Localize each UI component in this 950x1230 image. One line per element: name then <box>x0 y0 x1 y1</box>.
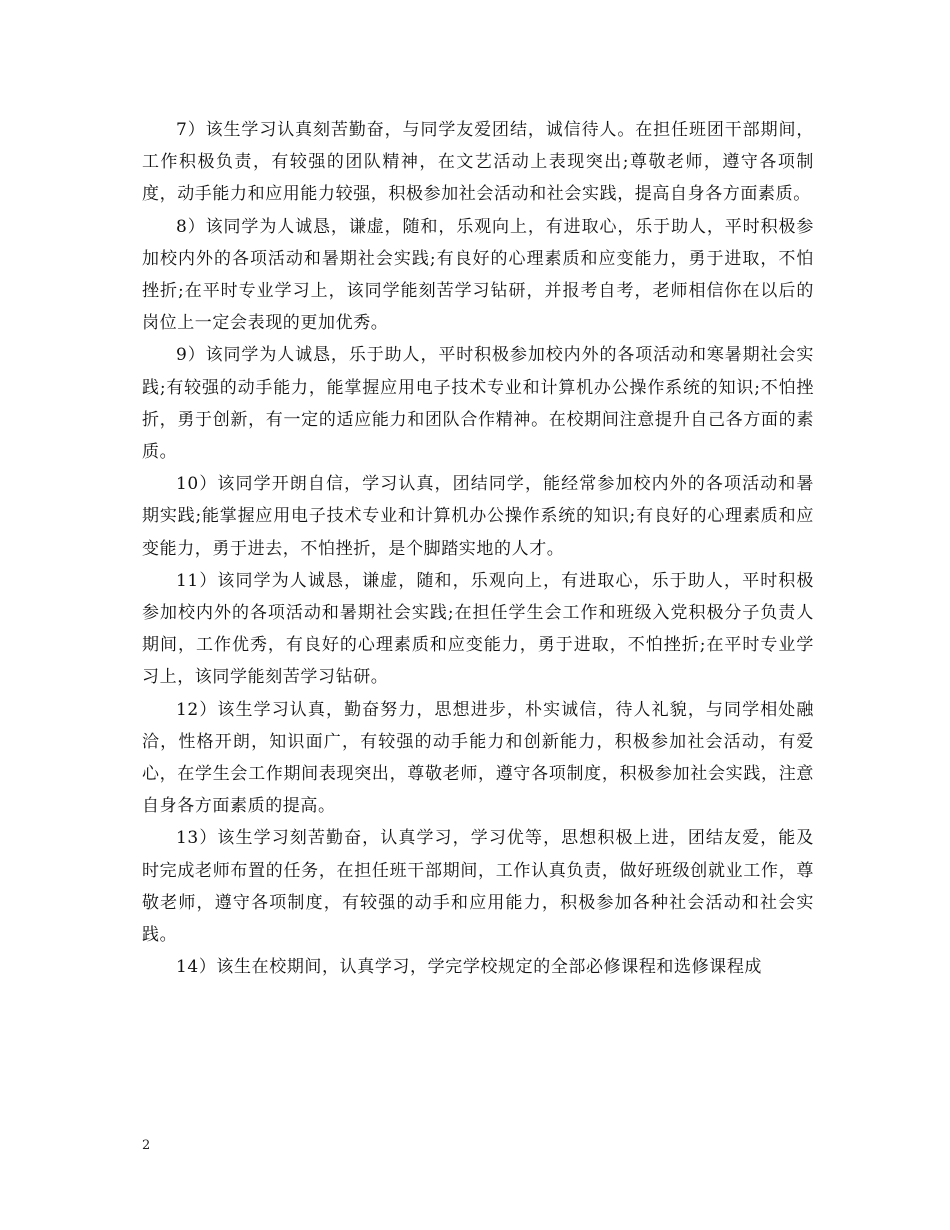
paragraph-7: 7）该生学习认真刻苦勤奋，与同学友爱团结，诚信待人。在担任班团干部期间，工作积极负责，有较强的团队精神，在文艺活动上表现突出;尊敬老师，遵守各项制度，动手能力和应用能力较强，积极参加社会活动和社会实践，提高自身各方面素质。 <box>142 120 814 205</box>
paragraph-9: 9）该同学为人诚恳，乐于助人，平时积极参加校内外的各项活动和寒暑期社会实践;有较强的动手能力，能掌握应用电子技术专业和计算机办公操作系统的知识;不怕挫折，勇于创新，有一定的适应能力和团队合作精神。在校期间注意提升自己各方面的素质。 <box>142 345 814 463</box>
page-number: 2 <box>142 1138 151 1153</box>
paragraph-12: 12）该生学习认真，勤奋努力，思想进步，朴实诚信，待人礼貌，与同学相处融洽，性格开朗，知识面广，有较强的动手能力和创新能力，积极参加社会活动，有爱心，在学生会工作期间表现突出，尊敬老师，遵守各项制度，积极参加社会实践，注意自身各方面素质的提高。 <box>142 699 814 817</box>
paragraph-14: 14）该生在校期间，认真学习，学完学校规定的全部必修课程和选修课程成 <box>176 957 763 978</box>
paragraph-8: 8）该同学为人诚恳，谦虚，随和，乐观向上，有进取心，乐于助人，平时积极参加校内外的各项活动和暑期社会实践;有良好的心理素质和应变能力，勇于进取，不怕挫折;在平时专业学习上，该同学能刻苦学习钻研，并报考自考，老师相信你在以后的岗位上一定会表现的更加优秀。 <box>142 216 814 334</box>
paragraph-10: 10）该同学开朗自信，学习认真，团结同学，能经常参加校内外的各项活动和暑期实践;能掌握应用电子技术专业和计算机办公操作系统的知识;有良好的心理素质和应变能力，勇于进去，不怕挫折，是个脚踏实地的人才。 <box>142 474 814 559</box>
paragraph-13: 13）该生学习刻苦勤奋，认真学习，学习优等，思想积极上进，团结友爱，能及时完成老师布置的任务，在担任班干部期间，工作认真负责，做好班级创就业工作，尊敬老师，遵守各项制度，有较强的动手和应用能力，积极参加各种社会活动和社会实践。 <box>142 828 814 946</box>
paragraph-11: 11）该同学为人诚恳，谦虚，随和，乐观向上，有进取心，乐于助人，平时积极参加校内外的各项活动和暑期社会实践;在担任学生会工作和班级入党积极分子负责人期间，工作优秀，有良好的心理素质和应变能力，勇于进取，不怕挫折;在平时专业学习上，该同学能刻苦学习钻研。 <box>142 570 814 688</box>
document-body <box>142 114 814 983</box>
